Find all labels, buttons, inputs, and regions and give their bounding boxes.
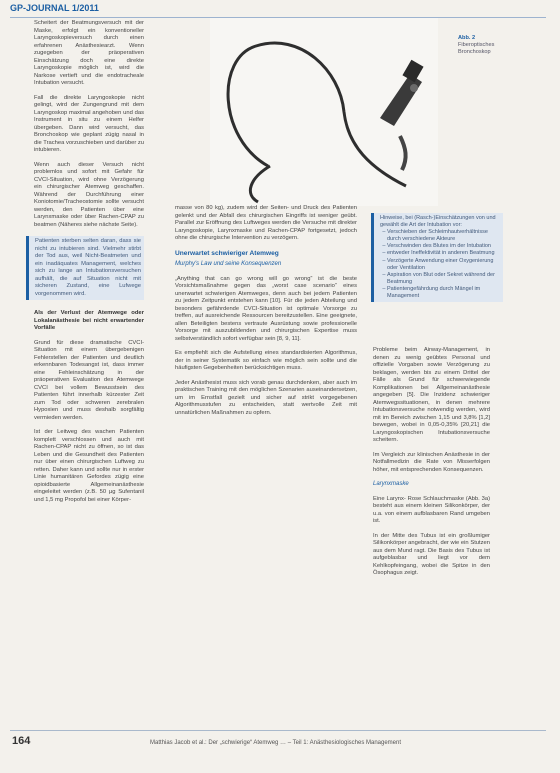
page-number: 164 bbox=[12, 735, 31, 747]
paragraph: In der Mitte des Tubus ist ein großlumiger Silikonkörper angebracht, der wie ein Stutzen aus dem Mund ragt. Die Basis des Tubus ist aufgeblasbar und liegt vor dem Kehlkopfeingang, wobei die Spitze in den Ösophagus zeigt. bbox=[373, 532, 490, 576]
right-column bbox=[373, 347, 490, 585]
figure-caption-text: Fiberoptisches Bronchoskop bbox=[458, 42, 495, 55]
journal-header: GP-JOURNAL 1/2011 bbox=[10, 3, 99, 13]
paragraph: Ist der Leitweg des wachen Patienten komplett verschlossen und auch mit Rachen-CPAP nicht zu öffnen, so ist das Leben und die Gesundheit des Patienten nur über einen chirurgischen Luftweg zu retten. Daher kann und sollte nur in erster Linie humanitären Gefordes zügig eine opioidbasierte Allgemeinanästhesie eingeleitet werden (z.B. 50 µg Sufentanil und 1,5 mg Propofol bei einer Körper- bbox=[34, 429, 144, 503]
paragraph: Eine Larynx- Rose Schlauchmaske (Abb. 3a) besteht aus einem kleinen Silikonkörper, der u.a. von einem aufblasbaren Rand umgeben ist. bbox=[373, 495, 490, 524]
paragraph: Grund für diese dramatische CVCI-Situation mit einem übergebenigen Fehlerstellen der Patienten und deutlich erkennbaren Todesangst ist, dass immer eine Fehleinschätzung in der präoperativen Evaluation des Atemwege CVCI bei vollem Bewusstsein des Patienten führt innerhalb kürzester Zeit zum Tod oder schweren zerebralen Hypoxien und muss deshalb sorgfältig vermieden werden. bbox=[34, 339, 144, 421]
footer-rule bbox=[10, 730, 546, 731]
hint-box bbox=[371, 213, 503, 302]
paragraph: Es empfiehlt sich die Aufstellung eines standardisierten Algorithmus, der in seiner Systematik so einfach wie möglich sein sollte und die häufigsten Gegebenheiten berücksichtigen muss. bbox=[175, 350, 357, 371]
list-item: – Verschieben der Schleimhautverhältnisse durch verschiedene Akteure bbox=[387, 229, 500, 243]
list-item: – Aspiration von Blut oder Sekret während der Beatmung bbox=[387, 272, 500, 286]
hint-box-intro: Hinweise, bei (Rasch-)Einschätzungen von und gewählt die Art der Intubation vor: bbox=[380, 215, 496, 229]
figure-caption bbox=[458, 35, 506, 56]
paragraph: masse von 80 kg), zudem wird der Seiten- und Druck des Patienten gelenkt und der Abfall des chirurgischen Eingriffs ist weniger geübt. Parallel zur Eröffnung des Luftweges werden die Versuche mit direkter Laryngoskopie, Larynxmaske und Rachen-CPAP fortgesetzt, jedoch ohne die chirurgische Intervention zu verzögern. bbox=[175, 205, 357, 241]
list-item: – Verzögerte Anwendung einer Oxygenierung oder Ventilation bbox=[387, 258, 500, 272]
bronchoscope-figure bbox=[210, 18, 438, 206]
paragraph: Probleme beim Airway-Management, in denen zu wenig geübtes Personal und offizielle Vorgaben sowie Verzögerung zu beklagen, werden bis zu einem Drittel der Fälle als Grund für schwerwiegende Komplikationen bei Allgemeinanästhesie angegeben [5]. Die Inzidenz schwieriger Atemwegssituationen, in denen mehrere Intubationsversuche notwendig werden, wird mit im Bereich zwischen 1,15 und 3,8% [1,2] bewegen, wobei in 0,05-0,35% [20,21] die Laryngoskopischen Intubationsversuche scheitern. bbox=[373, 347, 490, 443]
list-item: – Verschwinden des Blutes im der Intubation bbox=[387, 243, 500, 250]
hint-list bbox=[380, 229, 500, 300]
left-column bbox=[34, 20, 144, 511]
list-item: – Patientengefährdung durch Mängel im Management bbox=[387, 286, 500, 300]
section-heading: Unerwartet schwieriger Atemweg bbox=[175, 249, 279, 257]
paragraph: Jeder Anästhesist muss sich vorab genau durchdenken, aber auch im praktischen Training mit den möglichen Szenarien auseinandersetzen, um im Ernstfall gezielt und sicher auf strikt vorgegebenen Algorithmusstufen zu entscheiden, statt wertvolle Zeit mit unnatürlichen Maßnahmen zu opfern. bbox=[175, 379, 357, 416]
subheading: Als der Verlust der Atemwege oder Lokalanästhesie bei nicht erwartender Vorfälle bbox=[34, 310, 144, 331]
figure-number: Abb. 2 bbox=[458, 35, 476, 41]
paragraph: „Anything that can go wrong will go wrong“ ist die beste Vorsichtsmaßnahme gegen das „worst case scenario“ eines unerwartet schwierigen Atemweges, denn auch bei jedem Patienten zu jedem Zeitpunkt entstehen kann [10]. Für die jeden Abteilung und besonders gefährdende CVCI-Situation ist optimale Vorsorge zu treffen, auf ausreichende Ressourcen bereitzustellen. Eine geeignete, allen Beteiligten bestens vertraute Ausrüstung sowie professionelle Vorsorge mit auszubildenden und chirurgischen Expertise muss selbstverständlich sofort verfügbar sein [8, 9, 11]. bbox=[175, 275, 357, 342]
paragraph: Im Vergleich zur klinischen Anästhesie in der Notfallmedizin die Rate von Misserfolgen höher, mit entsprechenden Konsequenzen. bbox=[373, 451, 490, 473]
bronchoscope-image bbox=[210, 18, 438, 206]
info-box: Patienten sterben selten daran, dass sie nicht zu intubieren sind. Vielmehr stirbt der Tod aus, weil Nicht-Beatmeten und ein inadäquates Management, welches sich zu lange an Intubationsversuchen aufhält, die auf Situation nicht mit sicheren Zustand, eine Lufwege vorgenommen wird. bbox=[26, 236, 144, 300]
paragraph: Wenn auch dieser Versuch nicht problemlos und sofort mit Gefahr für CVCI-Situation, wird ohne Verzögerung ein chirurgischer Atemweg geschaffen. Während der Durchführung einer Koniotomie/Tracheostomie sollte versucht werden, den Patienten über eine Larynxmaske oder über Rachen-CPAP zu beatmen (Näheres siehe nächste Seite). bbox=[34, 161, 144, 228]
footer-text: Matthias Jacob et al.: Der „schwierige“ Atemweg … – Teil 1: Anästhesiologisches Management bbox=[150, 740, 402, 746]
middle-column bbox=[175, 205, 357, 424]
paragraph: Scheitert der Beatmungsversuch mit der Maske, erfolgt ein konventioneller Laryngoskopieversuch durch einen erfahrenen Anästhesiearzt. Wenn zugegeben der präoperativen Einschätzung doch eine direkte Laryngoskopie möglich ist, wird die Narkose vertieft und die endotracheale Intubation versucht. bbox=[34, 20, 144, 86]
list-item: – entweder Ineffektivität in anderen Beatmung bbox=[387, 250, 500, 257]
section-subheading: Larynxmaske bbox=[373, 481, 409, 487]
section-subheading: Murphy's Law und seine Konsequenzen bbox=[175, 261, 282, 267]
paragraph: Fall die direkte Laryngoskopie nicht gelingt, wird der Zungengrund mit dem Laryngoskop maximal angehoben und das Instrument in situ zu einem Helfer übergeben. Dann wird versucht, das Bronchoskop wie geplant zügig nasal in die Trachea vorzuschieben und darüber zu intubieren. bbox=[34, 94, 144, 153]
